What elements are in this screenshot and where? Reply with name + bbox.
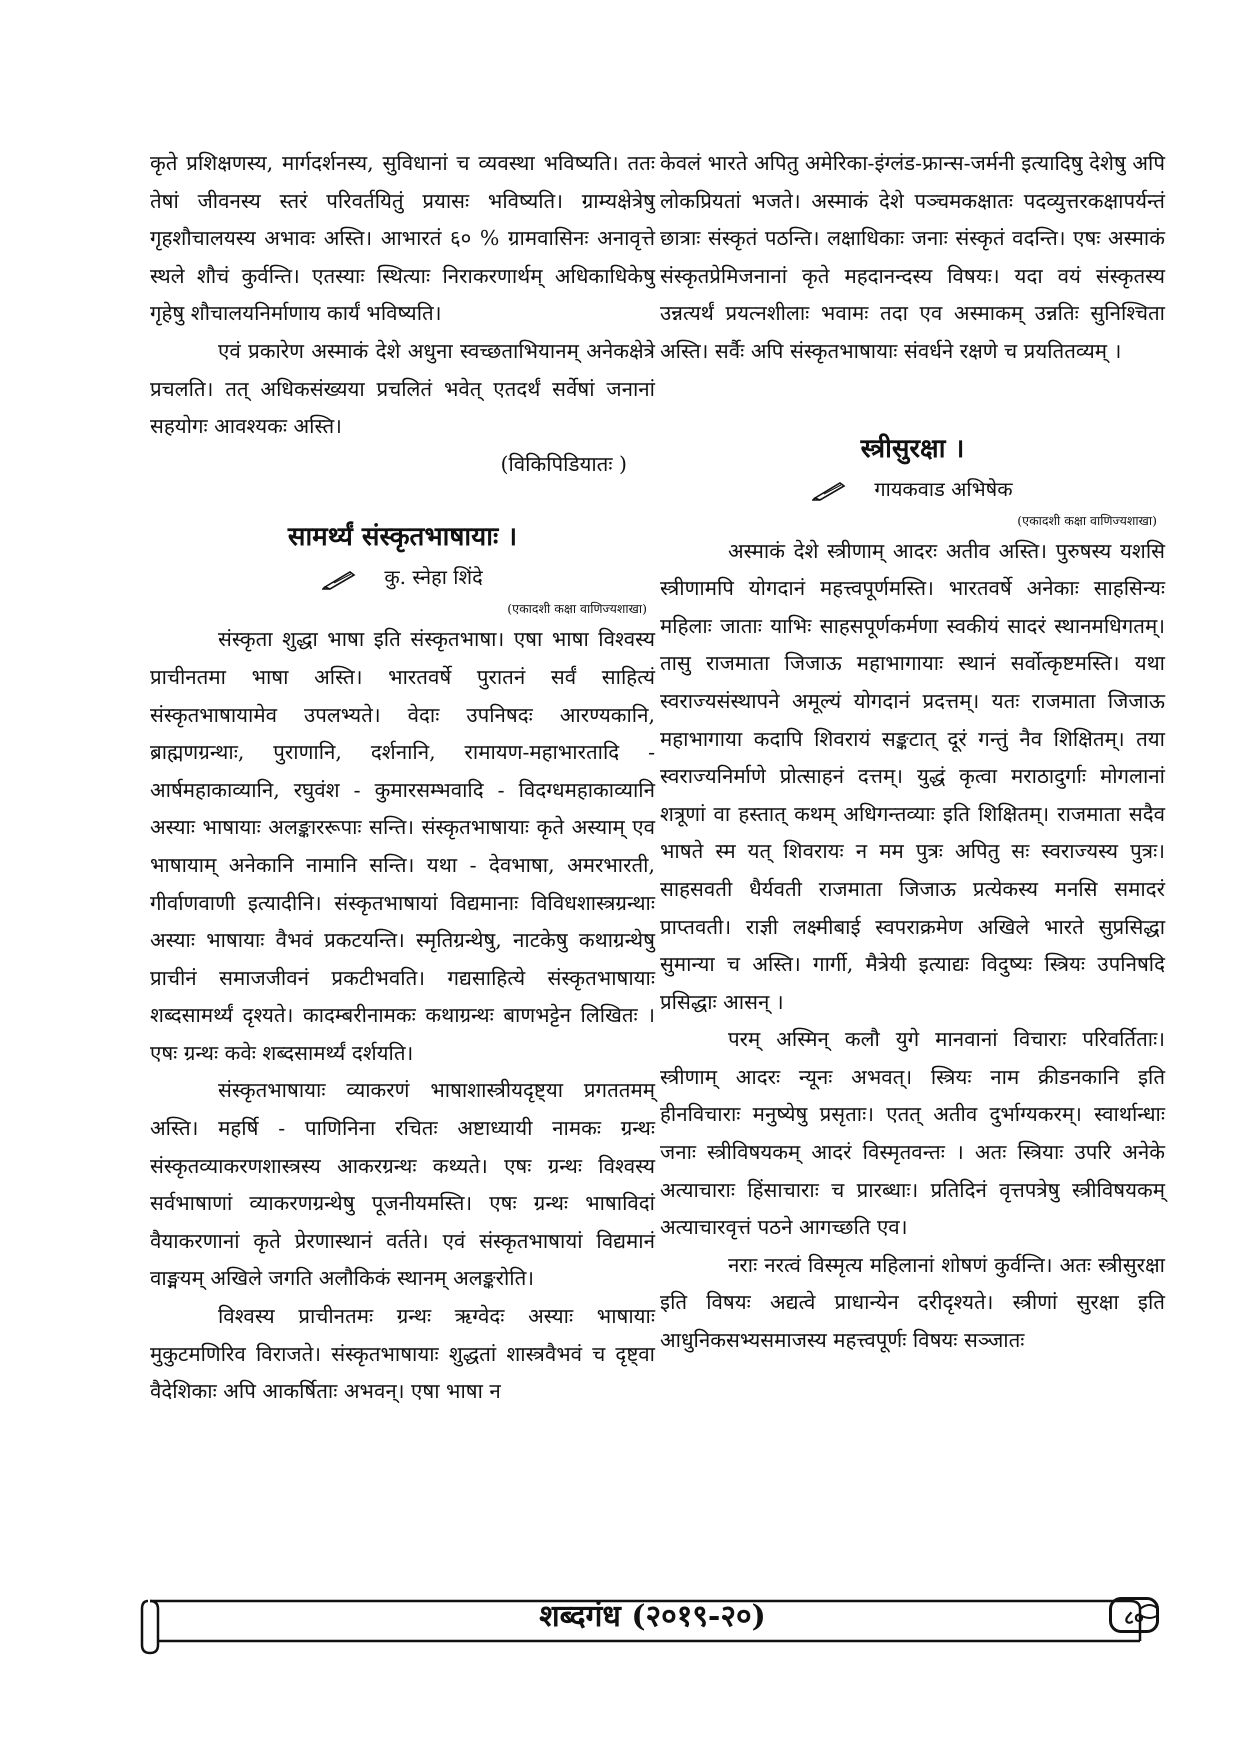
paragraph: केवलं भारते अपितु अमेरिका-इंग्लंड-फ्रान्स-जर्मनी इत्यादिषु देशेषु अपि लोकप्रियतां भजते। अस्माकं देशे पञ्चमकक्षातः पदव्युत्तरकक्षापर्यन्तं छात्राः संस्कृतं पठन्ति। लक्षाधिकाः जनाः संस्कृतं वदन्ति। एषः अस्माकं संस्कृतप्रेमिजनानां कृते महदानन्दस्य विषयः। यदा वयं संस्कृतस्य उन्नत्यर्थं प्रयत्नशीलाः भवामः तदा एव अस्माकम् उन्नतिः सुनिश्चिता अस्ति। सर्वैः अपि संस्कृतभाषायाः संवर्धने रक्षणे च प्रयतितव्यम् । xyxy=(660,151,1165,363)
author-class: (एकादशी कक्षा वाणिज्यशाखा) xyxy=(1017,512,1157,528)
paragraph: कृते प्रशिक्षणस्य, मार्गदर्शनस्य, सुविधानां च व्यवस्था भविष्यति। ततः तेषां जीवनस्य स्तरं परिवर्तयितुं प्रयासः भविष्यति। ग्राम्यक्षेत्रेषु गृहशौचालयस्य अभावः अस्ति। आभारतं ६० % ग्रामवासिनः अनावृत्ते स्थले शौचं कुर्वन्ति। एतस्याः स्थित्याः निराकरणार्थम् अधिकाधिकेषु गृहेषु शौचालयनिर्माणाय कार्यं भविष्यति। xyxy=(150,151,655,326)
article-title: स्त्रीसुरक्षा । xyxy=(860,433,965,464)
right-column xyxy=(660,145,1165,1360)
author-class: (एकादशी कक्षा वाणिज्यशाखा) xyxy=(507,601,647,617)
article-title: सामर्थ्यं संस्कृतभाषायाः । xyxy=(287,522,518,553)
pen-icon xyxy=(322,568,358,590)
publication-title: शब्दगंध (२०१९-२०) xyxy=(539,1599,766,1634)
author-name: गायकवाड अभिषेक xyxy=(874,476,1013,501)
left-column xyxy=(150,145,655,1411)
pen-icon xyxy=(812,479,848,501)
paragraph: विश्वस्य प्राचीनतमः ग्रन्थः ऋग्वेदः अस्याः भाषायाः मुकुटमणिरिव विराजते। संस्कृतभाषायाः शुद्धतां शास्त्रवैभवं च दृष्ट्वा वैदेशिकाः अपि आकर्षिताः अभवन्। एषा भाषा न xyxy=(150,1304,655,1404)
author-line xyxy=(660,469,1165,509)
paragraph: अस्माकं देशे स्त्रीणाम् आदरः अतीव अस्ति। पुरुषस्य यशसि स्त्रीणामपि योगदानं महत्त्वपूर्णमस्ति। भारतवर्षे अनेकाः साहसिन्यः महिलाः जाताः याभिः साहसपूर्णकर्मणा स्वकीयं सादरं स्थानमधिगतम्। तासु राजमाता जिजाऊ महाभागायाः स्थानं सर्वोत्कृष्टमस्ति। यथा स्वराज्यसंस्थापने अमूल्यं योगदानं प्रदत्तम्। यतः राजमाता जिजाऊ महाभागाया कदापि शिवरायं सङ्कटात् दूरं गन्तुं नैव शिक्षितम्। तया स्वराज्यनिर्माणे प्रोत्साहनं दत्तम्। युद्धं कृत्वा मराठादुर्गाः मोगलानां शत्रूणां वा हस्तात् कथम् अधिगन्तव्याः इति शिक्षितम्। राजमाता सदैव भाषते स्म यत् शिवरायः न मम पुत्रः अपितु सः स्वराज्यस्य पुत्रः। साहसवती धैर्यवती राजमाता जिजाऊ प्रत्येकस्य मनसि समादरं प्राप्तवती। राज्ञी लक्ष्मीबाई स्वपराक्रमेण अखिले भारते सुप्रसिद्धा सुमान्या च अस्ति। गार्गी, मैत्रेयी इत्याद्यः विदुष्यः स्त्रियः उपनिषदि प्रसिद्धाः आसन् । xyxy=(660,538,1165,1014)
page-footer xyxy=(140,1595,1165,1655)
author-line xyxy=(150,557,655,597)
paragraph: नराः नरत्वं विस्मृत्य महिलानां शोषणं कुर्वन्ति। अतः स्त्रीसुरक्षा इति विषयः अद्यत्वे प्राधान्येन दरीदृश्यते। स्त्रीणां सुरक्षा इति आधुनिकसभ्यसमाजस्य महत्त्वपूर्णः विषयः सञ्जातः xyxy=(660,1252,1165,1353)
paragraph: एवं प्रकारेण अस्माकं देशे अधुना स्वच्छताभियानम् अनेकक्षेत्रे प्रचलति। तत् अधिकसंख्यया प्रचलितं भवेत् एतदर्थं सर्वेषां जनानां सहयोगः आवश्यकः अस्ति। xyxy=(150,338,655,439)
paragraph: संस्कृतभाषायाः व्याकरणं भाषाशास्त्रीयदृष्ट्या प्रगततमम् अस्ति। महर्षि - पाणिनिना रचितः अष्टाध्यायी नामकः ग्रन्थः संस्कृतव्याकरणशास्त्रस्य आकरग्रन्थः कथ्यते। एषः ग्रन्थः विश्वस्य सर्वभाषाणां व्याकरणग्रन्थेषु पूजनीयमस्ति। एषः ग्रन्थः भाषाविदां वैयाकरणानां कृते प्रेरणास्थानं वर्तते। एवं संस्कृतभाषायां विद्यमानं वाङ्मयम् अखिले जगति अलौकिकं स्थानम् अलङ्करोति। xyxy=(150,1078,655,1291)
source-citation: (विकिपिडियातः ) xyxy=(500,451,627,476)
paragraph: परम् अस्मिन् कलौ युगे मानवानां विचाराः परिवर्तिताः। स्त्रीणाम् आदरः न्यूनः अभवत्। स्त्रियः नाम क्रीडनकानि इति हीनविचाराः मनुष्येषु प्रसृताः। एतत् अतीव दुर्भाग्यकरम्। स्वार्थान्धाः जनाः स्त्रीविषयकम् आदरं विस्मृतवन्तः । अतः स्त्रियाः उपरि अनेके अत्याचाराः हिंसाचाराः च प्रारब्धाः। प्रतिदिनं वृत्तपत्रेषु स्त्रीविषयकम् अत्याचारवृत्तं पठने आगच्छति एव। xyxy=(660,1027,1165,1240)
paragraph: संस्कृता शुद्धा भाषा इति संस्कृतभाषा। एषा भाषा विश्वस्य प्राचीनतमा भाषा अस्ति। भारतवर्षे पुरातनं सर्वं साहित्यं संस्कृतभाषायामेव उपलभ्यते। वेदाः उपनिषदः आरण्यकानि, ब्राह्मणग्रन्थाः, पुराणानि, दर्शनानि, रामायण-महाभारतादि - आर्षमहाकाव्यानि, रघुवंश - कुमारसम्भवादि - विदग्धमहाकाव्यानि अस्याः भाषायाः अलङ्काररूपाः सन्ति। संस्कृतभाषायाः कृते अस्याम् एव भाषायाम् अनेकानि नामानि सन्ति। यथा - देवभाषा, अमरभारती, गीर्वाणवाणी इत्यादीनि। संस्कृतभाषायां विद्यमानाः विविधशास्त्रग्रन्थाः अस्याः भाषायाः वैभवं प्रकटयन्ति। स्मृतिग्रन्थेषु, नाटकेषु कथाग्रन्थेषु प्राचीनं समाजजीवनं प्रकटीभवति। गद्यसाहित्ये संस्कृतभाषायाः शब्दसामर्थ्यं दृश्यते। कादम्बरीनामकः कथाग्रन्थः बाणभट्टेन लिखितः । एषः ग्रन्थः कवेः शब्दसामर्थ्यं दर्शयति। xyxy=(150,627,655,1065)
author-name: कु. स्नेहा शिंदे xyxy=(384,565,483,590)
page-number: ८० xyxy=(1109,1597,1159,1633)
